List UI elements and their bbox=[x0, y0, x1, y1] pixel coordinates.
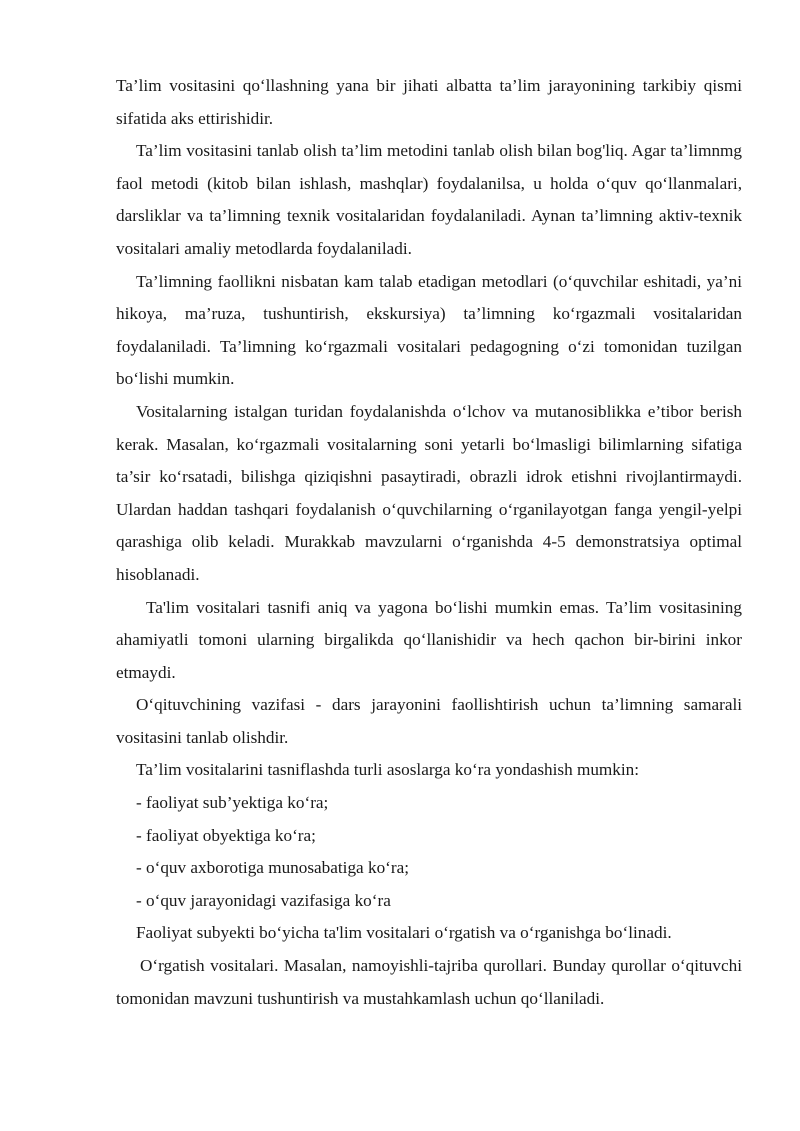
list-item: - faoliyat obyektiga ko‘ra; bbox=[136, 825, 316, 845]
paragraph: Vositalarning istalgan turidan foydalanishda o‘lchov va mutanosiblikka e’tibor berish kerak. Masalan, ko‘rgazmali vositalarning soni yetarli bo‘lmasligi bilimlarning sifatiga ta’sir ko‘rsatadi, bilishga qiziqishni pasaytiradi, obrazli idrok etishni rivojlantirmaydi. Ulardan haddan tashqari foydalanish o‘quvchilarning o‘rganilayotgan fanga yengil-yelpi qarashiga olib keladi. Murakkab mavzularni o‘rganishda 4-5 demonstratsiya optimal hisoblanadi. bbox=[116, 401, 742, 584]
paragraph: Ta’lim vositalarini tasniflashda turli asoslarga ko‘ra yondashish mumkin: bbox=[136, 760, 640, 780]
paragraph: O‘rgatish vositalari. Masalan, namoyishli-tajriba qurollari. Bunday qurollar o‘qituvchi tomonidan mavzuni tushuntirish va mustahkamlash uchun qo‘llaniladi. bbox=[116, 956, 742, 1008]
paragraph: Ta’lim vositasini tanlab olish ta’lim metodini tanlab olish bilan bog'liq. Agar ta’limnmg faol metodi (kitob bilan ishlash, mashqlar) foydalanilsa, u holda o‘quv qo‘llanmalari, darsliklar va ta’limning texnik vositalaridan foydalaniladi. Aynan ta’limning aktiv-texnik vositalari amaliy metodlarda foydalaniladi. bbox=[116, 141, 742, 258]
list-item: - faoliyat sub’yektiga ko‘ra; bbox=[136, 793, 329, 813]
paragraph: Ta’lim vositasini qo‘llashning yana bir jihati albatta ta’lim jarayonining tarkibiy qismi sifatida aks ettirishidir. bbox=[116, 76, 742, 128]
paragraph: O‘qituvchining vazifasi - dars jarayonini faollishtirish uchun ta’limning samarali vositasini tanlab olishdir. bbox=[116, 695, 742, 747]
paragraph: Ta’limning faollikni nisbatan kam talab etadigan metodlari (o‘quvchilar eshitadi, ya’ni hikoya, ma’ruza, tushuntirish, ekskursiya) ta’limning ko‘rgazmali vositalaridan foydalaniladi. Ta’limning ko‘rgazmali vositalari pedagogning o‘zi tomonidan tuzilgan bo‘lishi mumkin. bbox=[116, 271, 742, 389]
paragraph: Faoliyat subyekti bo‘yicha ta'lim vositalari o‘rgatish va o‘rganishga bo‘linadi. bbox=[136, 923, 672, 943]
paragraph: Ta'lim vositalari tasnifi aniq va yagona bo‘lishi mumkin emas. Ta’lim vositasining ahamiyatli tomoni ularning birgalikda qo‘llanishidir va hech qachon bir-birini inkor etmaydi. bbox=[116, 597, 742, 682]
document-body bbox=[116, 70, 742, 1015]
list-item: - o‘quv jarayonidagi vazifasiga ko‘ra bbox=[136, 890, 391, 910]
list-item: - o‘quv axborotiga munosabatiga ko‘ra; bbox=[136, 858, 410, 878]
